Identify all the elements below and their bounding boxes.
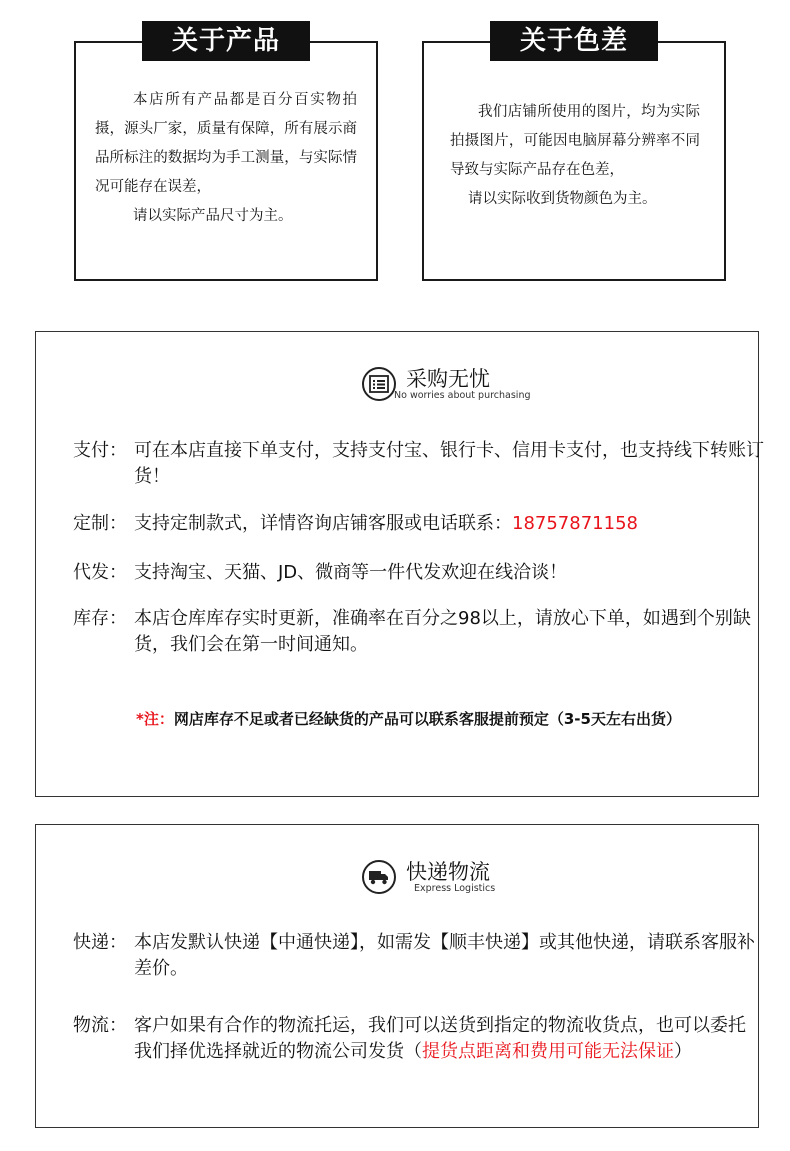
list-document-icon <box>362 367 396 401</box>
freight-suffix: ） <box>674 1041 692 1062</box>
stock-note <box>136 708 681 729</box>
about-product-last: 请以实际产品尺寸为主。 <box>133 208 293 224</box>
freight-label: 物流： <box>73 1015 127 1036</box>
purchase-header <box>36 365 758 409</box>
about-color-body: 我们店铺所使用的图片，均为实际拍摄图片，可能因电脑屏幕分辨率不同导致与实际产品存在色差， <box>450 104 700 178</box>
about-color-text <box>450 98 700 214</box>
about-product-tag: 关于产品 <box>142 21 310 61</box>
dropship-text: 支持淘宝、天猫、JD、微商等一件代发欢迎在线洽谈！ <box>134 562 568 583</box>
purchase-title: 采购无忧 <box>406 367 490 391</box>
express-text: 本店发默认快递【中通快递】，如需发【顺丰快递】或其他快递，请联系客服补差价。 <box>134 932 755 979</box>
dropship-label: 代发： <box>73 562 127 583</box>
about-product-body: 本店所有产品都是百分百实物拍摄，源头厂家，质量有保障，所有展示商品所标注的数据均为手工测量，与实际情况可能存在误差， <box>95 92 357 195</box>
purchase-subtitle: No worries about purchasing <box>394 390 531 401</box>
about-color-tag: 关于色差 <box>490 21 658 61</box>
logistics-header <box>36 858 758 902</box>
freight-text: 客户如果有合作的物流托运，我们可以送货到指定的物流收货点，也可以委托我们择优选择就近的物流公司发货（ <box>134 1015 746 1062</box>
note-prefix: *注： <box>136 710 174 728</box>
freight-highlight: 提货点距离和费用可能无法保证 <box>422 1041 674 1062</box>
logistics-title: 快递物流 <box>406 860 490 884</box>
logistics-panel <box>35 824 759 1128</box>
custom-label: 定制： <box>73 513 127 534</box>
express-label: 快递： <box>73 932 127 953</box>
payment-text: 可在本店直接下单支付，支持支付宝、银行卡、信用卡支付，也支持线下转账订货！ <box>134 440 764 487</box>
payment-label: 支付： <box>73 440 127 461</box>
stock-text: 本店仓库库存实时更新，准确率在百分之98以上，请放心下单，如遇到个别缺货，我们会在第一时间通知。 <box>134 608 751 655</box>
about-product-text <box>95 86 357 231</box>
phone-number: 18757871158 <box>512 513 638 534</box>
stock-label: 库存： <box>73 608 127 629</box>
note-text: 网店库存不足或者已经缺货的产品可以联系客服提前预定（3-5天左右出货） <box>173 710 681 728</box>
delivery-truck-icon <box>362 860 396 894</box>
logistics-subtitle: Express Logistics <box>414 883 496 894</box>
about-color-last: 请以实际收到货物颜色为主。 <box>468 191 657 207</box>
purchase-panel <box>35 331 764 797</box>
custom-text: 支持定制款式，详情咨询店铺客服或电话联系： <box>134 513 512 534</box>
